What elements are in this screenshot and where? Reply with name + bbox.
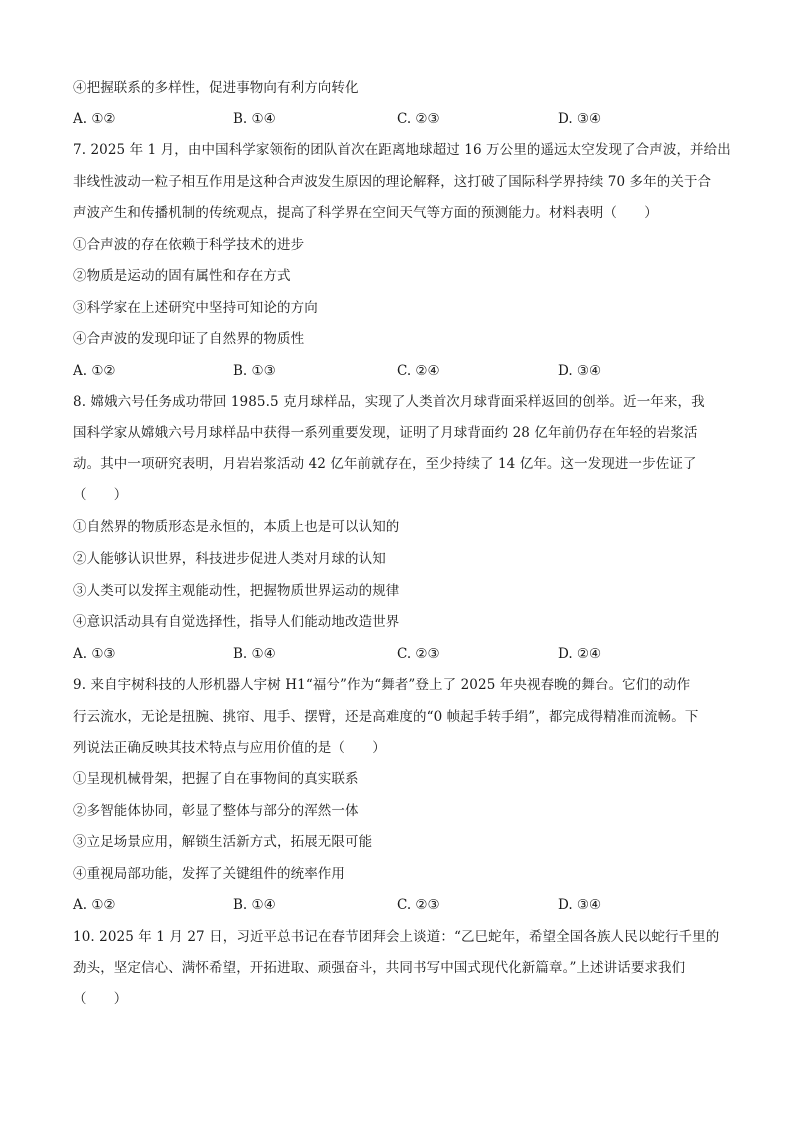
q10-stem-line-1: 10. 2025 年 1 月 27 日，习近平总书记在春节团拜会上谈道：“乙巳蛇年，希望全国各族人民以蛇行千里的 — [73, 929, 720, 945]
q9-options — [73, 895, 723, 915]
q7-options — [73, 361, 723, 381]
q6-option-b: B. ①④ — [233, 111, 276, 127]
q8-options — [73, 644, 723, 664]
q7-option-b: B. ①③ — [233, 363, 276, 379]
q7-statement-3: ③科学家在上述研究中坚持可知论的方向 — [73, 300, 318, 316]
q8-statement-1: ①自然界的物质形态是永恒的，本质上也是可以认知的 — [73, 519, 400, 535]
q8-stem-line-1: 8. 嫦娥六号任务成功带回 1985.5 克月球样品，实现了人类首次月球背面采样返回的创举。近一年来，我 — [73, 394, 705, 410]
q9-option-a: A. ①② — [73, 897, 116, 913]
q9-stem-line-3: 列说法正确反映其技术特点与应用价值的是（ ） — [73, 740, 386, 756]
q9-stem-line-1: 9. 来自宇树科技的人形机器人宇树 H1“福兮”作为“舞者”登上了 2025 年央视春晚的舞台。它们的动作 — [73, 677, 691, 693]
q6-option-d: D. ③④ — [558, 111, 602, 127]
q9-statement-4: ④重视局部功能，发挥了关键组件的统率作用 — [73, 866, 345, 882]
q8-statement-3: ③人类可以发挥主观能动性，把握物质世界运动的规律 — [73, 583, 400, 599]
q8-option-a: A. ①③ — [73, 646, 116, 662]
q6-statement-4: ④把握联系的多样性，促进事物向有利方向转化 — [73, 80, 359, 96]
q8-statement-2: ②人能够认识世界，科技进步促进人类对月球的认知 — [73, 551, 386, 567]
q9-stem-line-2: 行云流水，无论是扭腕、挑帘、甩手、摆臂，还是高难度的“0 帧起手转手绢”，都完成得精准而流畅。下 — [73, 709, 699, 725]
q9-option-d: D. ③④ — [558, 897, 602, 913]
q7-statement-2: ②物质是运动的固有属性和存在方式 — [73, 268, 291, 284]
q6-option-a: A. ①② — [73, 111, 116, 127]
q9-statement-3: ③立足场景应用，解锁生活新方式，拓展无限可能 — [73, 834, 373, 850]
q6-option-c: C. ②③ — [397, 111, 440, 127]
q9-option-c: C. ②③ — [397, 897, 440, 913]
q8-option-c: C. ②③ — [397, 646, 440, 662]
q7-option-d: D. ③④ — [558, 363, 602, 379]
q6-options — [73, 109, 723, 129]
q8-option-b: B. ①④ — [233, 646, 276, 662]
q7-stem-line-2: 非线性波动一粒子相互作用是这种合声波发生原因的理论解释，这打破了国际科学界持续 70 多年的关于合 — [73, 174, 712, 190]
q7-option-a: A. ①② — [73, 363, 116, 379]
q7-statement-4: ④合声波的发现印证了自然界的物质性 — [73, 331, 305, 347]
q7-statement-1: ①合声波的存在依赖于科学技术的进步 — [73, 237, 305, 253]
q8-stem-line-4: （ ） — [73, 487, 128, 503]
q8-option-d: D. ②④ — [558, 646, 602, 662]
q8-stem-line-3: 动。其中一项研究表明，月岩岩浆活动 42 亿年前就存在，至少持续了 14 亿年。这一发现进一步佐证了 — [73, 456, 697, 472]
q7-stem-line-3: 声波产生和传播机制的传统观点，提高了科学界在空间天气等方面的预测能力。材料表明（ ） — [73, 205, 658, 221]
q9-statement-2: ②多智能体协同，彰显了整体与部分的浑然一体 — [73, 803, 359, 819]
q8-statement-4: ④意识活动具有自觉选择性，指导人们能动地改造世界 — [73, 614, 400, 630]
q7-option-c: C. ②④ — [397, 363, 440, 379]
q10-stem-line-2: 劲头，坚定信心、满怀希望，开拓进取、顽强奋斗，共同书写中国式现代化新篇章。”上述讲话要求我们 — [73, 960, 686, 976]
q8-stem-line-2: 国科学家从嫦娥六号月球样品中获得一系列重要发现，证明了月球背面约 28 亿年前仍存在年轻的岩浆活 — [73, 425, 698, 441]
q10-stem-line-3: （ ） — [73, 991, 128, 1007]
q7-stem-line-1: 7. 2025 年 1 月，由中国科学家领衔的团队首次在距离地球超过 16 万公里的遥远太空发现了合声波，并给出 — [73, 142, 731, 158]
q9-statement-1: ①呈现机械骨架，把握了自在事物间的真实联系 — [73, 771, 359, 787]
q9-option-b: B. ①④ — [233, 897, 276, 913]
